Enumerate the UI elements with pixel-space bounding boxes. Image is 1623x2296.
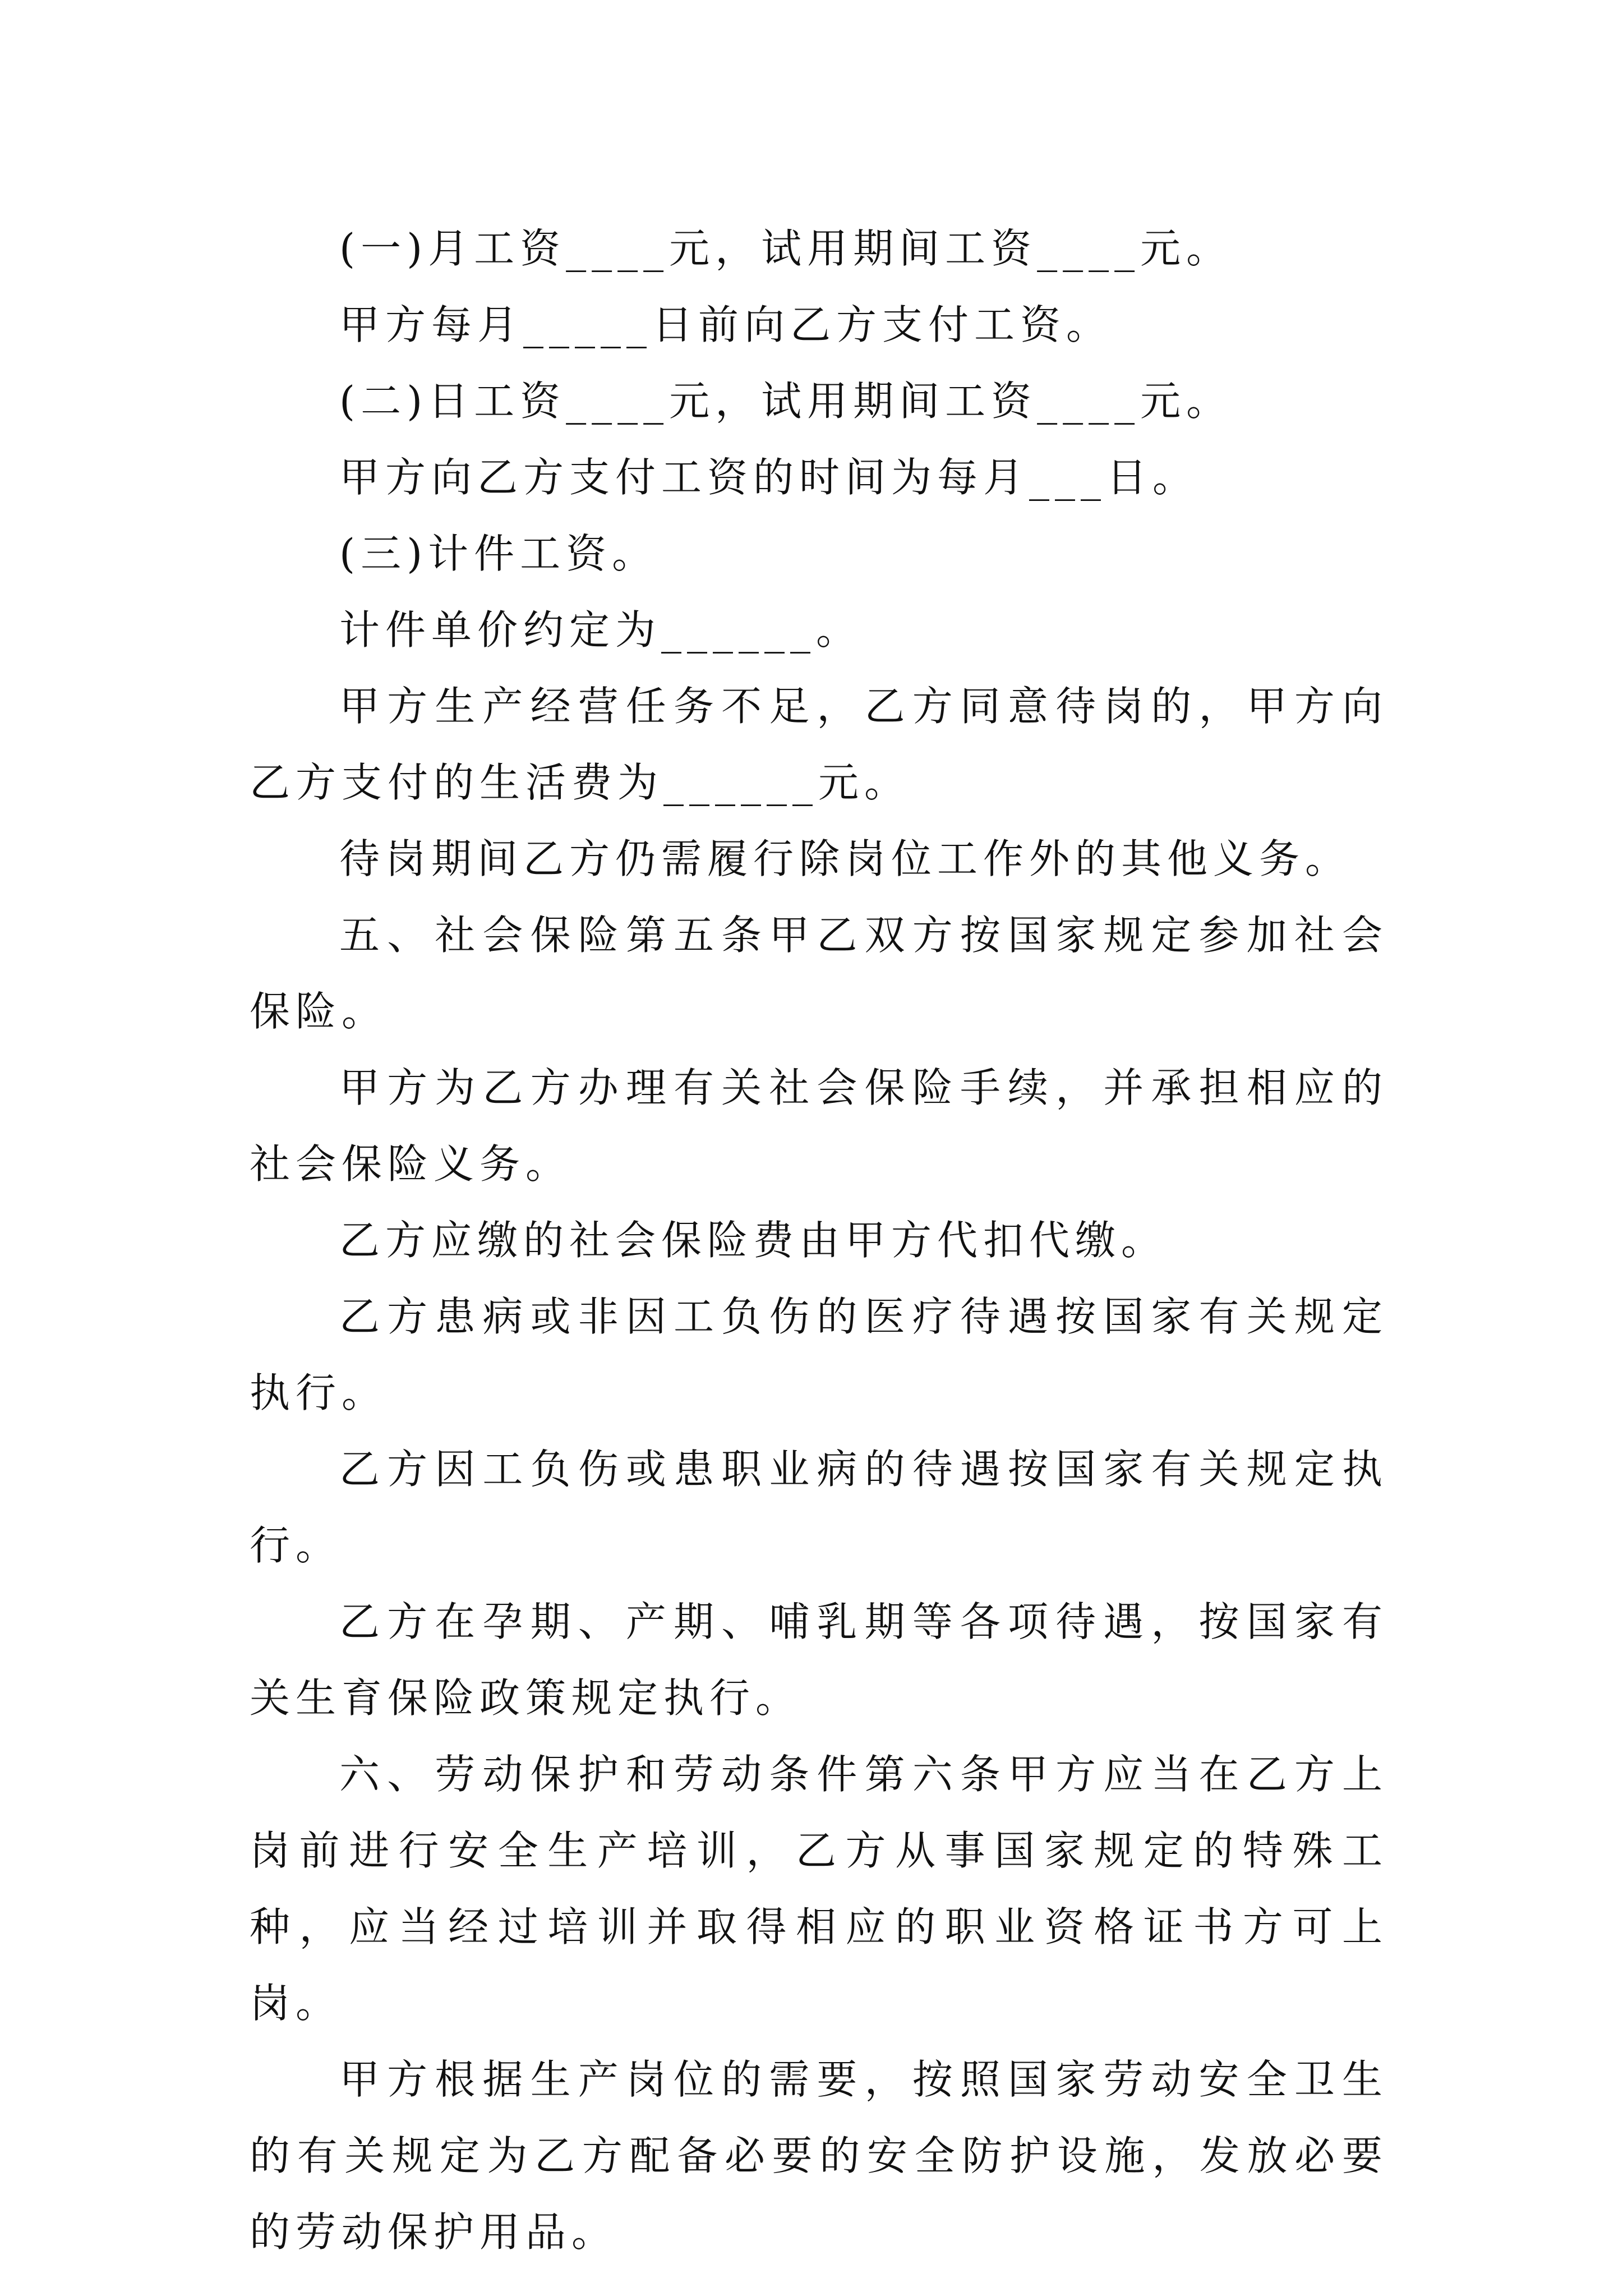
paragraph-standby-allowance: 甲方生产经营任务不足，乙方同意待岗的，甲方向乙方支付的生活费为______元。 [250, 683, 1388, 806]
paragraph-insurance-withholding: 乙方应缴的社会保险费由甲方代扣代缴。 [339, 1217, 1168, 1264]
paragraph-standby-duties: 待岗期间乙方仍需履行除岗位工作外的其他义务。 [339, 835, 1352, 882]
paragraph-monthly-wage: (一)月工资____元，试用期间工资____元。 [339, 225, 1233, 272]
paragraph-piece-wage: (三)计件工资。 [339, 530, 658, 577]
paragraph-labor-protection: 六、劳动保护和劳动条件第六条甲方应当在乙方上岗前进行安全生产培训，乙方从事国家规定的特殊工种，应当经过培训并取得相应的职业资格证书方可上岗。 [250, 1751, 1388, 2027]
paragraph-safety-equipment: 甲方根据生产岗位的需要，按照国家劳动安全卫生的有关规定为乙方配备必要的安全防护设施，发放必要的劳动保护用品。 [250, 2056, 1388, 2256]
paragraph-daily-pay-date: 甲方向乙方支付工资的时间为每月___日。 [339, 454, 1199, 501]
paragraph-work-injury: 乙方因工负伤或患职业病的待遇按国家有关规定执行。 [250, 1446, 1388, 1569]
paragraph-insurance-procedures: 甲方为乙方办理有关社会保险手续，并承担相应的社会保险义务。 [250, 1064, 1388, 1188]
paragraph-illness-treatment: 乙方患病或非因工负伤的医疗待遇按国家有关规定执行。 [250, 1293, 1388, 1416]
paragraph-social-insurance: 五、社会保险第五条甲乙双方按国家规定参加社会保险。 [250, 912, 1388, 1035]
document-body [250, 210, 1388, 2270]
paragraph-maternity: 乙方在孕期、产期、哺乳期等各项待遇，按国家有关生育保险政策规定执行。 [250, 1598, 1388, 1722]
paragraph-piece-rate: 计件单价约定为______。 [339, 606, 863, 654]
paragraph-monthly-pay-date: 甲方每月_____日前向乙方支付工资。 [339, 301, 1113, 348]
paragraph-daily-wage: (二)日工资____元，试用期间工资____元。 [339, 378, 1233, 425]
